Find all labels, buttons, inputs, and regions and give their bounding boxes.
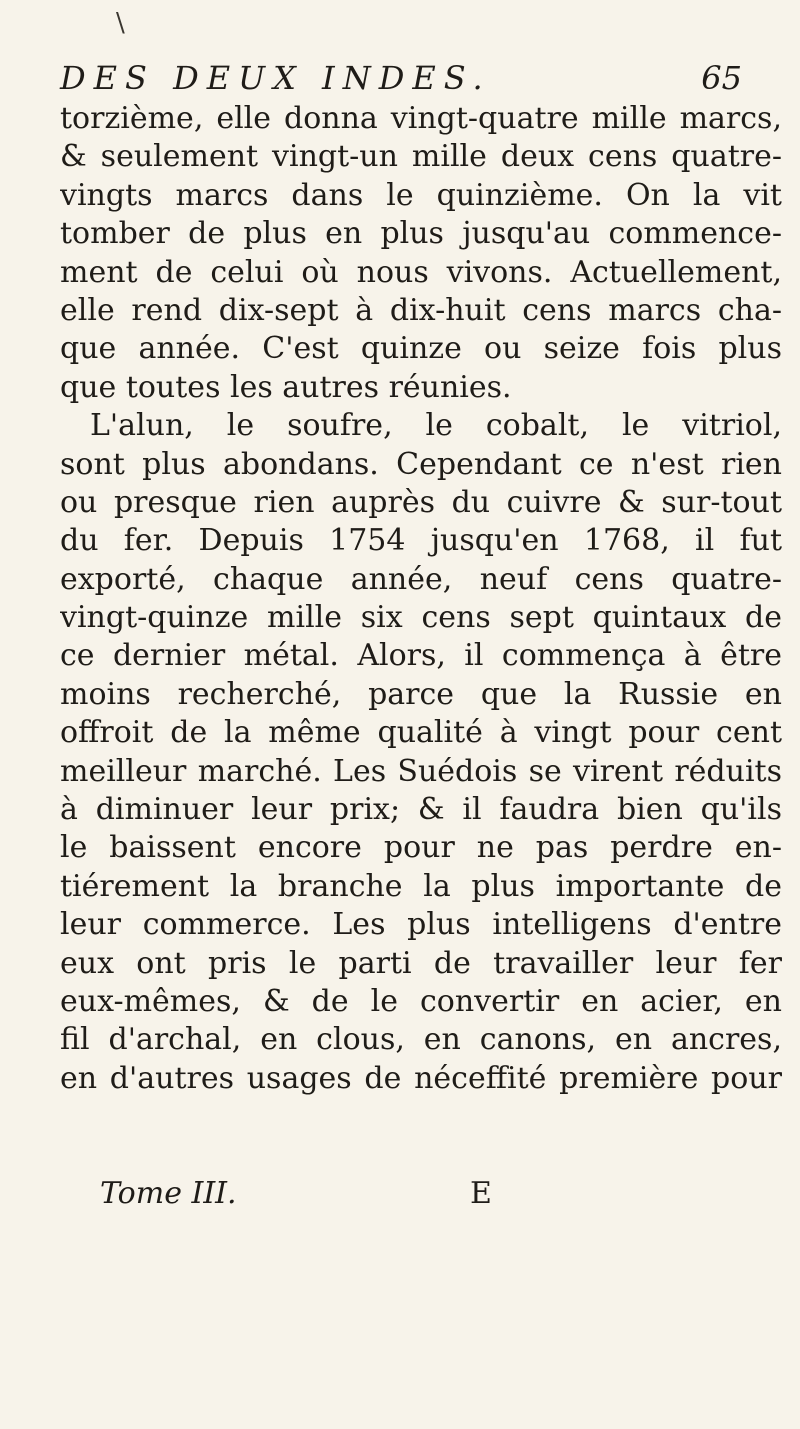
text-line: que toutes les autres réunies. — [60, 369, 512, 405]
text-line: eux ont pris le parti de travailler leur fer — [60, 945, 782, 981]
top-mark: \ — [116, 8, 125, 38]
text-line: vingts marcs dans le quinzième. On la vit — [60, 177, 782, 213]
text-line: offroit de la même qualité à vingt pour cent — [60, 715, 782, 751]
body-text — [60, 100, 782, 1098]
text-line: que année. C'est quinze ou seize fois plus — [60, 331, 782, 367]
running-title: DES DEUX INDES. — [60, 59, 491, 97]
text-line: & seulement vingt-un mille deux cens quatre- — [60, 139, 782, 175]
text-line: meilleur marché. Les Suédois se virent réduits — [60, 753, 782, 789]
text-line: elle rend dix-sept à dix-huit cens marcs cha- — [60, 292, 782, 328]
text-line: sont plus abondans. Cependant ce n'est rien — [60, 446, 782, 482]
text-line: vingt-quinze mille six cens sept quintaux de — [60, 600, 782, 636]
text-line: ment de celui où nous vivons. Actuellement, — [60, 254, 782, 290]
text-line: exporté, chaque année, neuf cens quatre- — [60, 561, 782, 597]
text-line: fil d'archal, en clous, en canons, en ancres, — [60, 1022, 782, 1058]
volume-label: Tome III. — [100, 1176, 237, 1211]
text-line: L'alun, le soufre, le cobalt, le vitriol, — [90, 408, 782, 444]
page-number: 65 — [701, 59, 742, 97]
text-line: tiérement la branche la plus importante de — [60, 868, 782, 904]
text-line: moins recherché, parce que la Russie en — [60, 676, 782, 712]
signature-mark: E — [470, 1176, 492, 1211]
text-line: à diminuer leur prix; & il faudra bien qu'ils — [60, 792, 782, 828]
text-line: torzième, elle donna vingt-quatre mille marcs, — [60, 101, 782, 136]
text-line: en d'autres usages de néceffité première pour — [60, 1060, 782, 1096]
text-line: leur commerce. Les plus intelligens d'entre — [60, 907, 782, 943]
running-head — [60, 58, 760, 98]
text-line: le baissent encore pour ne pas perdre en- — [60, 830, 782, 866]
page-footer — [100, 1174, 740, 1214]
text-line: du fer. Depuis 1754 jusqu'en 1768, il fut — [60, 523, 782, 559]
text-line: tomber de plus en plus jusqu'au commence- — [60, 216, 782, 252]
text-line: ou presque rien auprès du cuivre & sur-tout — [60, 484, 782, 520]
text-line: ce dernier métal. Alors, il commença à être — [60, 638, 782, 674]
text-line: eux-mêmes, & de le convertir en acier, en — [60, 983, 782, 1019]
